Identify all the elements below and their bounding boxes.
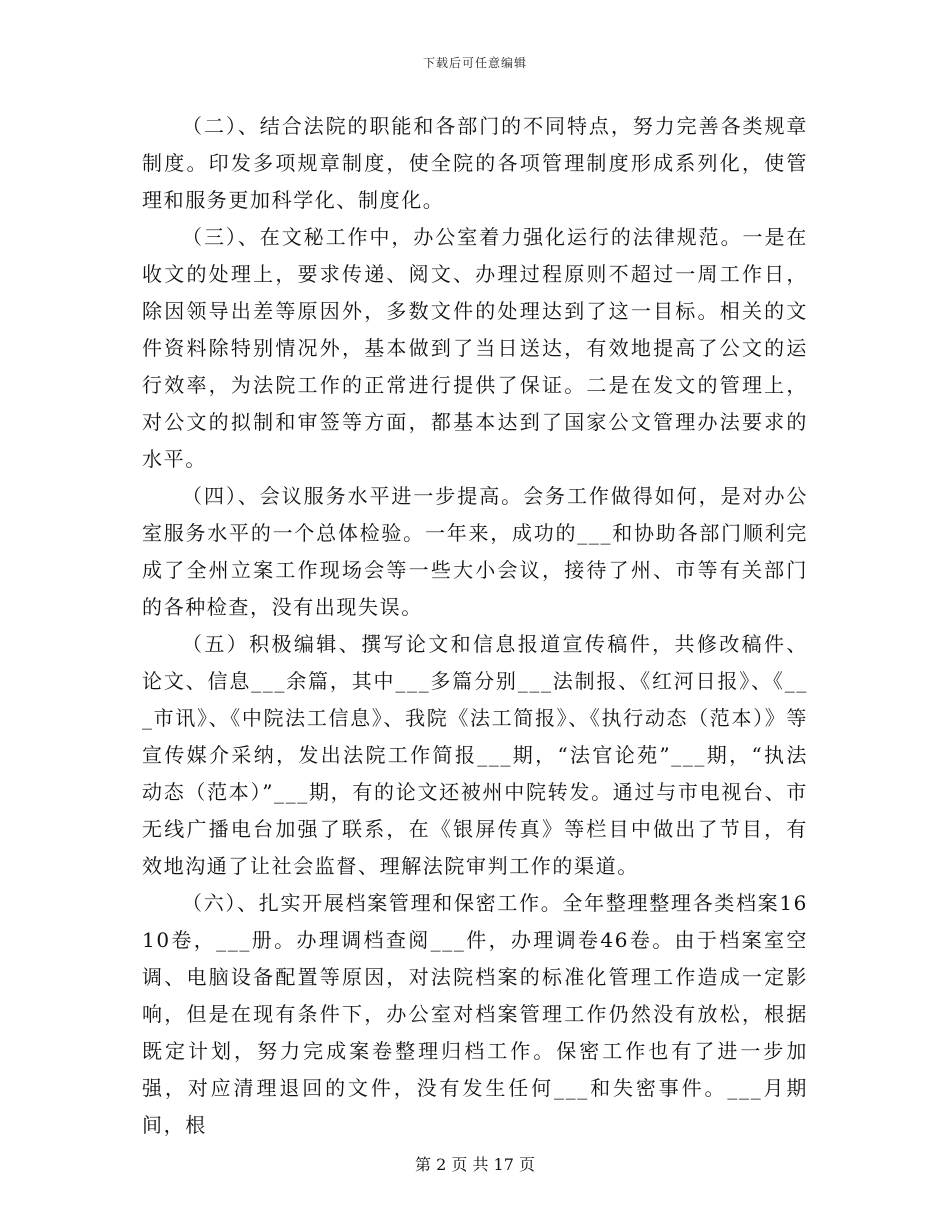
paragraph-3: （三）、在文秘工作中，办公室着力强化运行的法律规范。一是在收文的处理上，要求传递、阅文、办理过程原则不超过一周工作日，除因领导出差等原因外，多数文件的处理达到了这一目标。相关的文件资料除特别情况外，基本做到了当日送达，有效地提高了公文的运行效率，为法院工作的正常进行提供了保证。二是在发文的管理上，对公文的拟制和审签等方面，都基本达到了国家公文管理办法要求的水平。 (142, 225, 808, 471)
paragraph-5: （五）积极编辑、撰写论文和信息报道宣传稿件，共修改稿件、论文、信息___余篇，其中___多篇分别___法制报、《红河日报》、《___市讯》、《中院法工信息》、我院《法工简报》、《执行动态（范本）》等宣传媒介采纳，发出法院工作简报___期，“法官论苑”___期，“执法动态（范本）”___期，有的论文还被州中院转发。通过与市电视台、市无线广播电台加强了联系，在《银屏传真》等栏目中做出了节目，有效地沟通了让社会监督、理解法院审判工作的渠道。 (142, 632, 808, 878)
paragraph-4: （四）、会议服务水平进一步提高。会务工作做得如何，是对办公室服务水平的一个总体检验。一年来，成功的___和协助各部门顺利完成了全州立案工作现场会等一些大小会议，接待了州、市等有关部门的各种检查，没有出现失误。 (142, 484, 808, 619)
page-number: 第 2 页 共 17 页 (415, 1155, 535, 1174)
paragraph-6: （六）、扎实开展档案管理和保密工作。全年整理整理各类档案1610卷，___册。办理调档查阅___件，办理调卷46卷。由于档案室空调、电脑设备配置等原因，对法院档案的标准化管理工作造成一定影响，但是在现有条件下，办公室对档案管理工作仍然没有放松，根据既定计划，努力完成案卷整理归档工作。保密工作也有了进一步加强，对应清理退回的文件，没有发生任何___和失密事件。___月期间，根 (142, 891, 808, 1137)
document-body (142, 108, 808, 1144)
paragraph-2: （二）、结合法院的职能和各部门的不同特点，努力完善各类规章制度。印发多项规章制度，使全院的各项管理制度形成系列化，使管理和服务更加科学化、制度化。 (142, 114, 808, 212)
header-note: 下载后可任意编辑 (422, 56, 527, 70)
